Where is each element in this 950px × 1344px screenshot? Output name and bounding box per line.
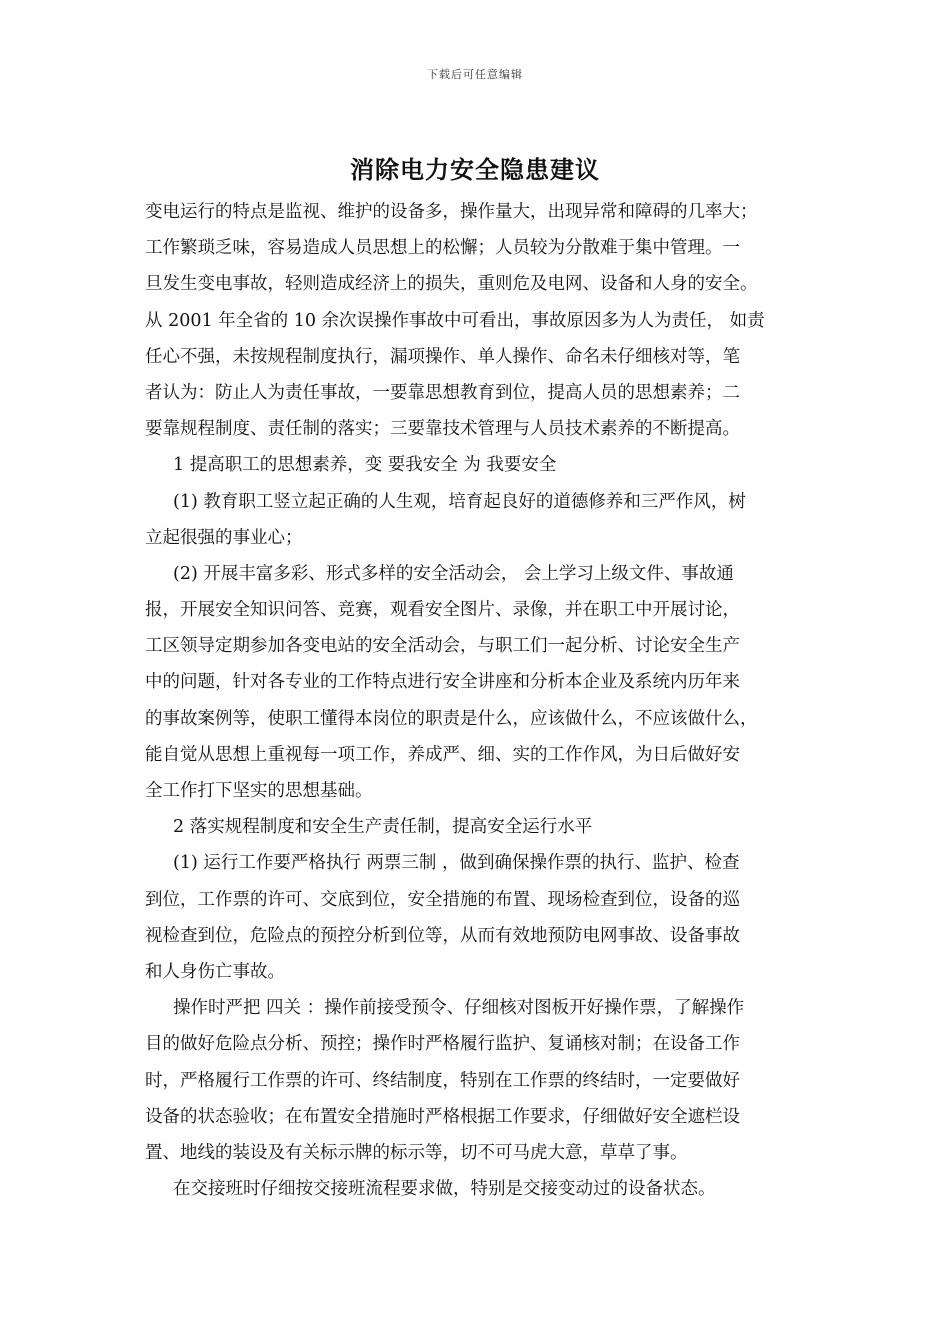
document-body: [145, 194, 817, 1207]
text-line: 操作时严把 四关 ：操作前接受预令、仔细核对图板开好操作票，了解操作: [173, 998, 745, 1019]
text-line: (1) 教育职工竖立起正确的人生观，培育起良好的道德修养和三严作风，树: [173, 491, 746, 512]
text-line: 目的做好危险点分析、预控；操作时严格履行监护、复诵核对制；在设备工作: [145, 1034, 740, 1055]
text-line: 在交接班时仔细按交接班流程要求做，特别是交接变动过的设备状态。: [173, 1179, 716, 1200]
text-line: 变电运行的特点是监视、维护的设备多，操作量大，出现异常和障碍的几率大；: [145, 202, 758, 222]
text-line: 报，开展安全知识问答、竞赛，观看安全图片、录像，并在职工中开展讨论，: [145, 600, 740, 621]
text-line: 要靠规程制度、责任制的落实；三要靠技术管理与人员技术素养的不断提高。: [145, 419, 740, 440]
text-line: 1 提高职工的思想素养，变 要我安全 为 我要安全: [173, 455, 557, 476]
text-line: 旦发生变电事故，轻则造成经济上的损失，重则危及电网、设备和人身的安全。: [145, 274, 758, 295]
text-line: 立起很强的事业心；: [145, 527, 303, 548]
text-line: 者认为：防止人为责任事故，一要靠思想教育到位，提高人员的思想素养；二: [145, 382, 740, 403]
text-line: 和人身伤亡事故。: [145, 961, 285, 982]
text-line: 中的问题，针对各专业的工作特点进行安全讲座和分析本企业及系统内历年来: [145, 672, 740, 693]
page-title: 消除电力安全隐患建议: [350, 156, 600, 184]
text-line: 任心不强，未按规程制度执行，漏项操作、单人操作、命名未仔细核对等，笔: [145, 346, 740, 367]
text-line: 能自觉从思想上重视每一项工作，养成严、细、实的工作作风，为日后做好安: [145, 744, 740, 765]
text-line: 到位，工作票的许可、交底到位，安全措施的布置、现场检查到位，设备的巡: [145, 889, 740, 910]
text-line: (2) 开展丰富多彩、形式多样的安全活动会， 会上学习上级文件、事故通: [173, 563, 734, 584]
text-line: 从 2001 年全省的 10 余次误操作事故中可看出，事故原因多为人为责任， 如责: [145, 310, 765, 331]
text-line: 全工作打下坚实的思想基础。: [145, 781, 373, 801]
text-line: (1) 运行工作要严格执行 两票三制 ，做到确保操作票的执行、监护、检查: [173, 853, 740, 874]
text-line: 时，严格履行工作票的许可、终结制度，特别在工作票的终结时，一定要做好: [145, 1070, 740, 1091]
text-line: 设备的状态验收；在布置安全措施时严格根据工作要求，仔细做好安全遮栏设: [145, 1106, 740, 1127]
text-line: 视检查到位，危险点的预控分析到位等，从而有效地预防电网事故、设备事故: [145, 925, 740, 946]
text-line: 工作繁琐乏味，容易造成人员思想上的松懈；人员较为分散难于集中管理。一: [145, 238, 740, 259]
text-line: 置、地线的装设及有关标示牌的标示等，切不可马虎大意，草草了事。: [145, 1142, 688, 1163]
text-line: 工区领导定期参加各变电站的安全活动会，与职工们一起分析、讨论安全生产: [145, 636, 740, 657]
text-line: 2 落实规程制度和安全生产责任制，提高安全运行水平: [173, 817, 593, 838]
header-note: 下载后可任意编辑: [427, 68, 523, 81]
text-line: 的事故案例等，使职工懂得本岗位的职责是什么，应该做什么，不应该做什么，: [145, 708, 758, 729]
